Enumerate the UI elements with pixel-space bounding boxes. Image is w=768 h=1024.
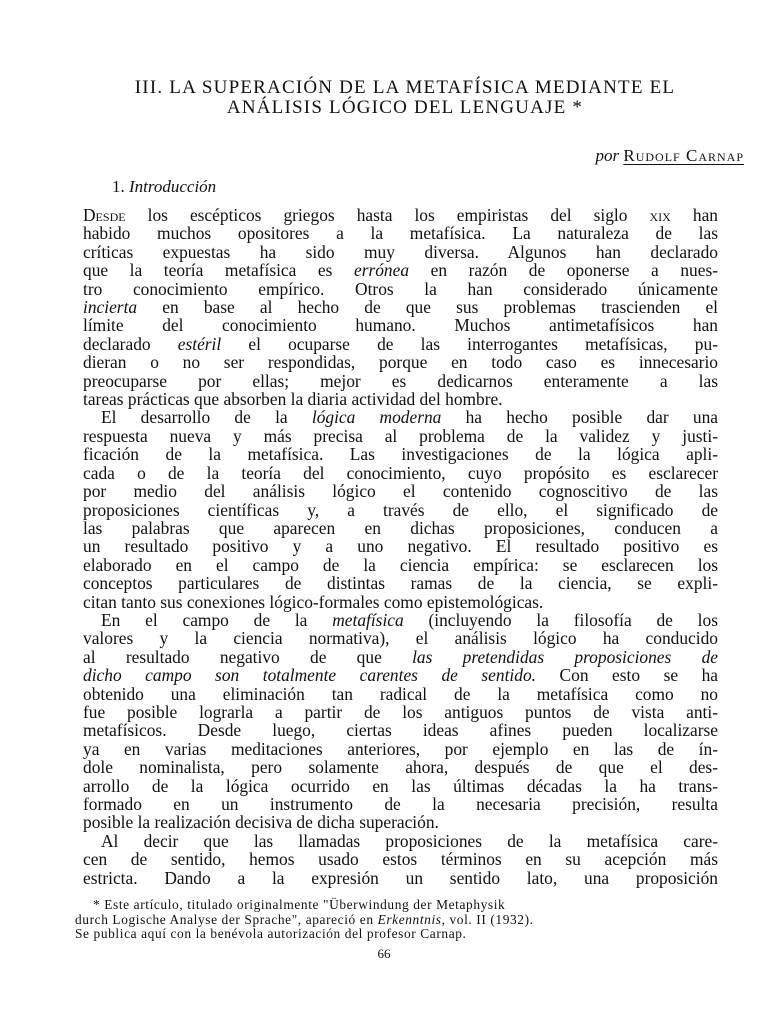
author-prefix: por: [595, 146, 620, 165]
text-run: han: [670, 205, 718, 225]
body-line: por medio del análisis lógico el contenido cognoscitivo de las: [83, 481, 718, 502]
section-title: Introducción: [129, 177, 217, 196]
body-line: Al decir que las llamadas proposiciones de la metafísica care-: [101, 830, 718, 851]
body-line: [83, 298, 718, 316]
article-title: [60, 78, 750, 118]
body-line: formado en un instrumento de la necesaria precisión, resulta: [83, 794, 718, 814]
emphasis: las pretendidas proposiciones de: [412, 646, 718, 667]
section-heading: [112, 177, 216, 197]
body-line: habido muchos opositores a la metafísica. La naturaleza de las: [83, 223, 718, 244]
body-line: críticas expuestas ha sido muy diversa. Algunos han declarado: [83, 241, 718, 262]
text-run: En el campo de la: [101, 609, 333, 630]
body-line: las palabras que aparecen en dichas proposiciones, conducen a: [83, 517, 718, 538]
body-line: [83, 666, 718, 684]
body-line: valores y la ciencia normativa), el análisis lógico ha conducido: [83, 628, 718, 649]
text-run: El desarrollo de la: [101, 407, 312, 428]
text-run: los escépticos griegos hasta los empiristas del siglo: [125, 205, 628, 225]
emphasis: lógica moderna: [311, 407, 442, 428]
body-line: proposiciones científicas y, a través de ello, el significado de: [83, 499, 718, 520]
body-line: preocuparse por ellas; mejor es dedicarnos enteramente a las: [83, 370, 718, 391]
text-run: al resultado negativo de que: [83, 646, 413, 667]
text-run: que la teoría metafísica es: [83, 260, 354, 281]
text-run: (incluyendo la filosofía de los: [403, 609, 718, 630]
text-run: el ocuparse de las interrogantes metafísicas, pu-: [221, 333, 718, 354]
body-line: respuesta nueva y más precisa al problema de la validez y justi-: [83, 425, 718, 446]
body-line: [83, 206, 718, 224]
text-run: en razón de oponerse a nues-: [409, 260, 718, 281]
title-line-2: ANÁLISIS LÓGICO DEL LENGUAJE *: [226, 97, 584, 118]
body-line: posible la realización decisiva de dicha superación.: [83, 812, 439, 833]
body-line: arrollo de la lógica ocurrido en las últimas décadas la ha trans-: [83, 775, 718, 796]
body-line: dole nominalista, pero solamente ahora, después de que el des-: [83, 757, 718, 778]
title-line-1: III. LA SUPERACIÓN DE LA METAFÍSICA MEDIANTE EL: [134, 77, 676, 98]
text-run: , vol. II (1932).: [441, 911, 534, 927]
body-line: ficación de la metafísica. Las investigaciones de la lógica apli-: [83, 444, 718, 465]
footnote-line: Se publica aquí con la benévola autorización del profesor Carnap.: [75, 926, 467, 942]
body-line: fue posible lograrla a partir de los antiguos puntos de vista anti-: [83, 701, 718, 722]
body-text: [83, 206, 718, 887]
journal-title: Erkenntnis: [377, 911, 442, 927]
footnote-line: [75, 913, 715, 928]
body-line: [83, 261, 718, 279]
emphasis: errónea: [353, 260, 410, 281]
text-run: durch Logische Analyse der Sprache", apareció en: [75, 911, 378, 927]
body-line: [83, 335, 718, 353]
text-run: declarado: [83, 333, 178, 354]
body-line: tareas prácticas que absorben la diaria actividad del hombre.: [83, 389, 503, 410]
footnote: [75, 898, 715, 942]
body-line: ya en varias meditaciones anteriores, por ejemplo en las de ín-: [83, 738, 718, 759]
author-byline: [596, 146, 744, 166]
emphasis: incierta: [83, 297, 138, 318]
emphasis: metafísica: [332, 609, 404, 630]
body-line: límite del conocimiento humano. Muchos antimetafísicos han: [83, 315, 718, 336]
body-line: tro conocimiento empírico. Otros la han considerado únicamente: [83, 278, 718, 299]
emphasis: estéril: [177, 333, 222, 354]
century-numeral: xix: [649, 205, 671, 225]
page-number: 66: [377, 946, 391, 961]
body-line: obtenido una eliminación tan radical de la metafísica como no: [83, 683, 718, 704]
body-line: citan tanto sus conexiones lógico-formales como epistemológicas.: [83, 591, 544, 612]
author-name: Rudolf Carnap: [623, 146, 744, 165]
text-run: ha hecho posible dar una: [441, 407, 718, 428]
body-line: cen de sentido, hemos usado estos términos en su acepción más: [83, 849, 718, 870]
text-run: en base al hecho de que sus problemas trascienden el: [137, 297, 718, 318]
section-number: 1.: [112, 177, 125, 196]
body-line: [83, 611, 718, 629]
body-line: elaborado en el campo de la ciencia empírica: se esclarecen los: [83, 554, 718, 575]
body-line: conceptos particulares de distintas ramas de la ciencia, se expli-: [83, 573, 718, 594]
body-line: dieran o no ser respondidas, porque en todo caso es innecesario: [83, 352, 718, 373]
body-line: cada o de la teoría del conocimiento, cuyo propósito es esclarecer: [83, 462, 718, 483]
body-line: [83, 648, 718, 666]
body-line: un resultado positivo y a uno negativo. El resultado positivo es: [83, 536, 718, 557]
body-line: estricta. Dando a la expresión un sentido lato, una proposición: [83, 867, 718, 888]
body-line: [83, 408, 718, 426]
body-line: metafísicos. Desde luego, ciertas ideas afines pueden localizarse: [83, 720, 718, 741]
footnote-line: * Este artículo, titulado originalmente "Überwindung der Metaphysik: [93, 897, 506, 912]
drop-word: Desde: [83, 205, 126, 225]
text-run: Con esto se ha: [536, 665, 719, 686]
emphasis: dicho campo son totalmente carentes de sentido.: [83, 665, 536, 686]
